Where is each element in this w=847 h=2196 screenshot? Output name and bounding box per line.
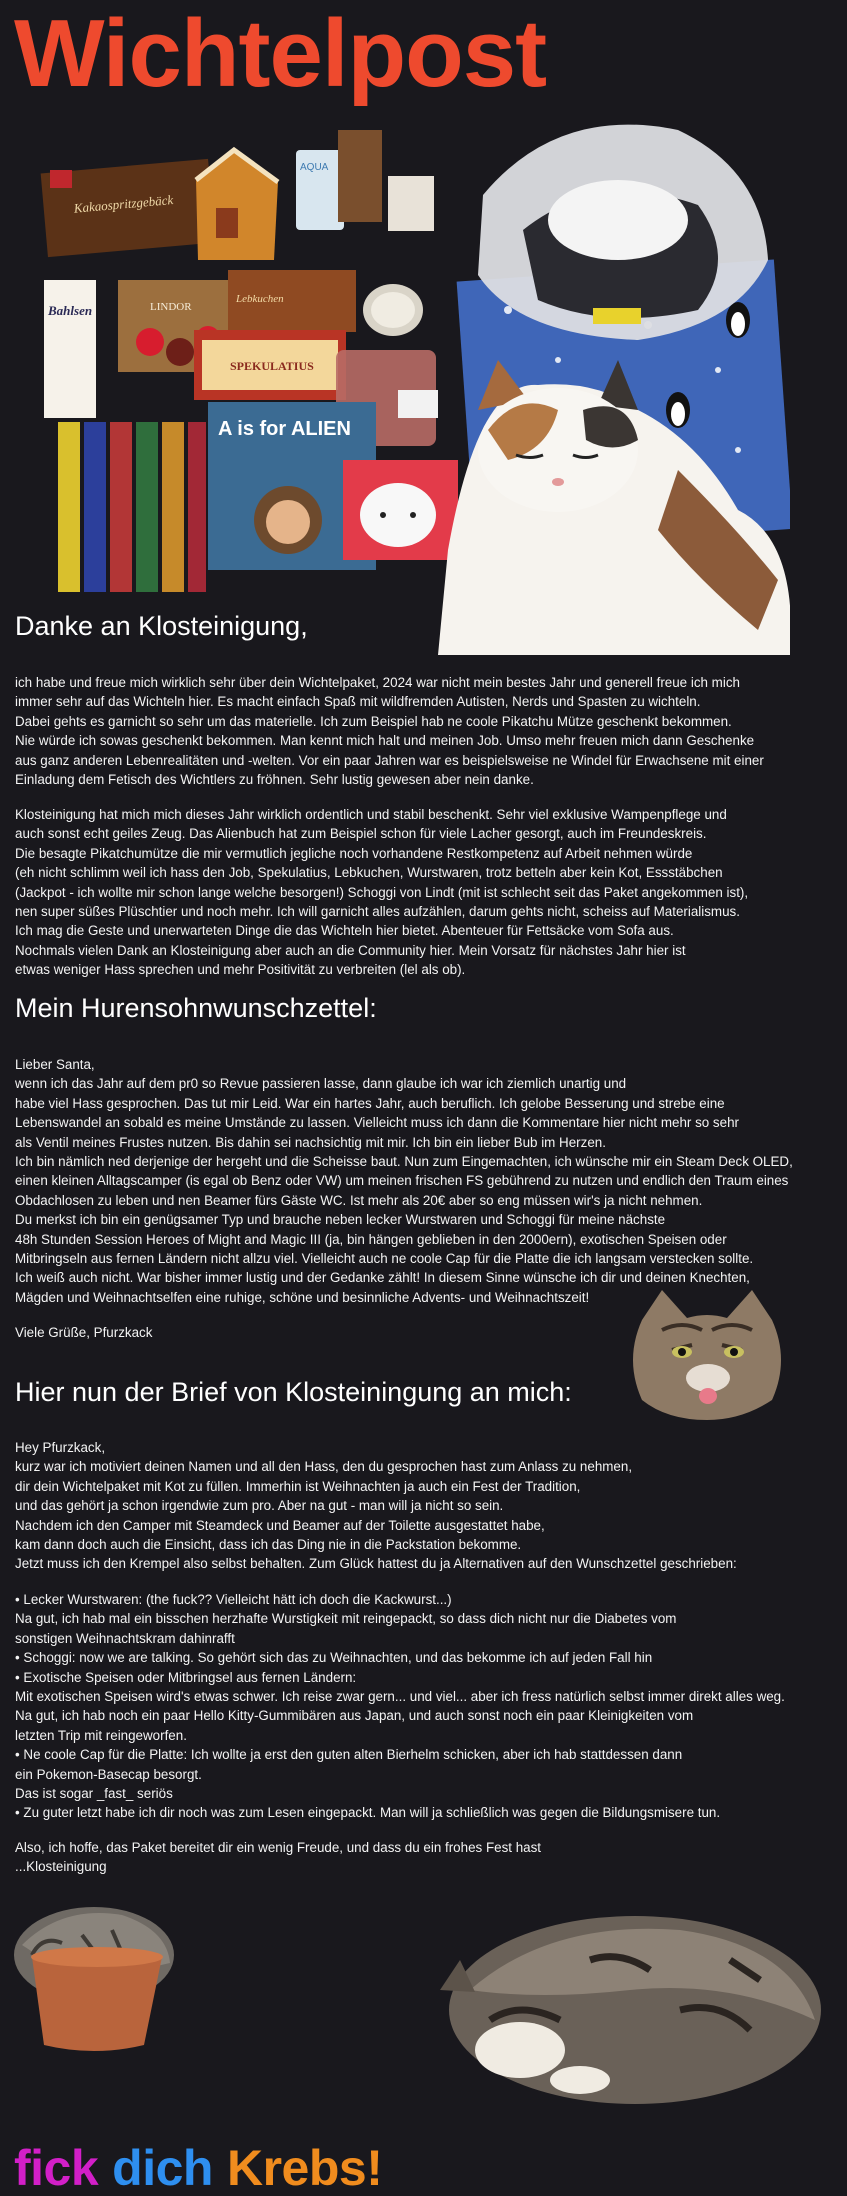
svg-text:Kakaospritzgebäck: Kakaospritzgebäck (73, 192, 174, 216)
curled-cat-photo (430, 1900, 824, 2110)
footer-slogan (14, 2140, 396, 2196)
wishlist-paragraph: Lieber Santa, wenn ich das Jahr auf dem pr0 so Revue passieren lasse, dann glaube ich war ich ziemlich unartig und habe viel Hass gesprochen. Das tut mir Leid. War ein hartes Jahr, auch beruflich. Ich gelobe Besserung und strebe eine Lebenswandel an sobald es meine Umstände zu lassen. Vielleicht muss ich dann die Kommentare hier nicht mehr so sehr als Ventil meines Frustes nutzen. Bis dahin sei nachsichtig mit mir. Ich bin ein lieber Bub im Herzen. Ich bin nämlich ned derjenige der hergeht und die Scheisse baut. Nun zum Eingemachten, ich wünsche mir ein Steam Deck OLED, einen kleinen Alltagscamper (is egal ob Benz oder VW) um meinen frischen FS gebührend zu nutzen und endlich den Traum eines Obdachlosen zu leben und nen Beamer fürs Gäste WC. Ist mehr als 20€ aber so eng müssen wir's ja nicht nehmen. Du merkst ich bin ein genügsamer Typ und brauche neben lecker Wurstwaren und Schoggi für meine nächste 48h Stunden Session Heroes of Might and Magic III (ja, bin hängen geblieben in den 2000ern), exotischen Speisen oder Mitbringseln aus fernen Ländern nicht allzu viel. Vielleicht auch ne coole Cap für die Platte die ich langsam verstecken sollte. Ich weiß auch nicht. War bisher immer lustig und der Gedanke zählt! In diesem Sinne wünsche ich dir und deinen Knechten, Mägden und Weihnachtselfen eine ruhige, schöne und besinnliche Advents- und Weihnachtszeit! (15, 1057, 793, 1305)
svg-text:SPEKULATIUS: SPEKULATIUS (230, 359, 314, 373)
svg-text:AQUA: AQUA (300, 162, 329, 173)
svg-text:Bahlsen: Bahlsen (48, 303, 93, 318)
section-heading-thanks: Danke an Klosteinigung, (15, 611, 308, 641)
letter-wishlist-response: • Lecker Wurstwaren: (the fuck?? Vielleicht hätt ich doch die Kackwurst...) Na gut, ich hab mal ein bisschen herzhafte Wurstigkeit mit reingepackt, so dass dich nicht nur die Diabetes vom sonstigen Weihnachtskram dahinrafft • Schoggi: now we are talking. So gehört sich das zu Weihnachten, und das bekomme ich auf jeden Fall hin • Exotische Speisen oder Mitbringsel aus fernen Ländern: Mit exotischen Speisen wird's etwas schwer. Ich reise zwar gern... und viel... aber ich fress natürlich selbst immer direkt alles weg. Na gut, ich hab noch ein paar Hello Kitty-Gummibären aus Japan, und auch sonst noch ein paar Kleinigkeiten vom letzten Trip mit reingeworfen. • Ne coole Cap für die Platte: Ich wollte ja erst den guten alten Bierhelm schicken, aber ich hab stattdessen dann ein Pokemon-Basecap besorgt. Das ist sogar _fast_ seriös • Zu guter letzt habe ich dir noch was zum Lesen eingepackt. Man will ja schließlich was gegen die Bildungsmisere tun. (15, 1592, 785, 1821)
cat-tongue-photo (622, 1290, 792, 1420)
spice-packet (338, 130, 382, 222)
section-heading-wishlist: Mein Hurensohnwunschzettel: (15, 993, 377, 1023)
wishlist-signature: Viele Grüße, Pfurzkack (15, 1325, 153, 1340)
footer-word-2: dich (112, 2140, 213, 2196)
thanks-paragraph-1: ich habe und freue mich wirklich sehr über dein Wichtelpaket, 2024 war nicht mein bestes Jahr und generell freue ich mich immer sehr auf das Wichteln hier. Es macht einfach Spaß mit wildfremden Autisten, Nerds und Spasten zu wichteln. Dabei gehts es garnicht so sehr um das materielle. Ich zum Beispiel hab ne coole Pikatchu Mütze geschenkt bekommen. Nie würde ich sowas geschenkt bekommen. Man kennt mich halt und meinen Job. Umso mehr freuen mich dann Geschenke aus ganz anderen Lebenrealitäten und -welten. Vor ein paar Jahren war es beispielsweise ne Windel für Erwachsene mit einer Einladung dem Fetisch des Wichtlers zu fröhnen. Sehr lustig gewesen aber nein danke. (15, 675, 764, 788)
footer-word-3: Krebs! (226, 2140, 383, 2196)
gift-package-photo (38, 110, 790, 655)
cat-in-pot-photo (2, 1885, 184, 2053)
section-heading-letter: Hier nun der Brief von Klosteiningung an mich: (15, 1377, 572, 1407)
bahlsen-box (44, 280, 96, 418)
svg-text:Lebkuchen: Lebkuchen (236, 293, 284, 305)
svg-text:LINDOR: LINDOR (150, 301, 192, 313)
svg-text:A is for ALIEN: A is for ALIEN (218, 418, 351, 440)
letter-closing: Also, ich hoffe, das Paket bereitet dir ein wenig Freude, und dass du ein frohes Fest hast ...Klosteinigung (15, 1840, 542, 1875)
footer-word-1: fick (14, 2140, 99, 2196)
page-title: Wichtelpost (14, 0, 547, 107)
thanks-paragraph-2: Klosteinigung hat mich mich dieses Jahr wirklich ordentlich und stabil beschenkt. Sehr viel exklusive Wampenpflege und auch sonst echt geiles Zeug. Das Alienbuch hat zum Beispiel schon für viele Lacher gesorgt, auch im Freundeskreis. Die besagte Pikatchumütze die mir vermutlich jegliche noch vorhandene Restkompetenz auf Arbeit nehmen würde (eh nicht schlimm weil ich hass den Job, Spekulatius, Lebkuchen, Wurstwaren, trotz betteln aber kein Kot, Essstäbchen (Jackpot - ich wollte mir schon lange welche besorgen!) Schoggi von Lindt (mit ist schlecht seit das Paket angekommen ist), nen super süßes Plüschtier und noch mehr. Ich will garnicht alles aufzählen, darum gehts nicht, scheiss auf Materialismus. Ich mag die Geste und unerwarteten Dinge die das Wichteln hier bietet. Abenteuer für Fettsäcke vom Sofa aus. Nochmals vielen Dank an Klosteinigung aber auch an die Community hier. Mein Vorsatz für nächstes Jahr hier ist etwas weniger Hass sprechen und mehr Positivität zu verbreiten (lel als ob). (15, 807, 749, 978)
letter-intro-paragraph: Hey Pfurzkack, kurz war ich motiviert deinen Namen und all den Hass, den du gesprochen hast zum Anlass zu nehmen, dir dein Wichtelpaket mit Kot zu füllen. Immerhin ist Weihnachten ja auch ein Fest der Tradition, und das gehört ja schon irgendwie zum pro. Aber na gut - man will ja nicht so sein. Nachdem ich den Camper mit Steamdeck und Beamer auf der Toilette ausgestattet habe, kam dann doch auch die Einsicht, dass ich das Ding nie in die Packstation bekomme. Jetzt muss ich den Krempel also selbst behalten. Zum Glück hattest du ja Alternativen auf den Wunschzettel geschrieben: (15, 1440, 737, 1572)
small-candy-bag (388, 176, 434, 231)
chocolate-bars (58, 422, 206, 592)
